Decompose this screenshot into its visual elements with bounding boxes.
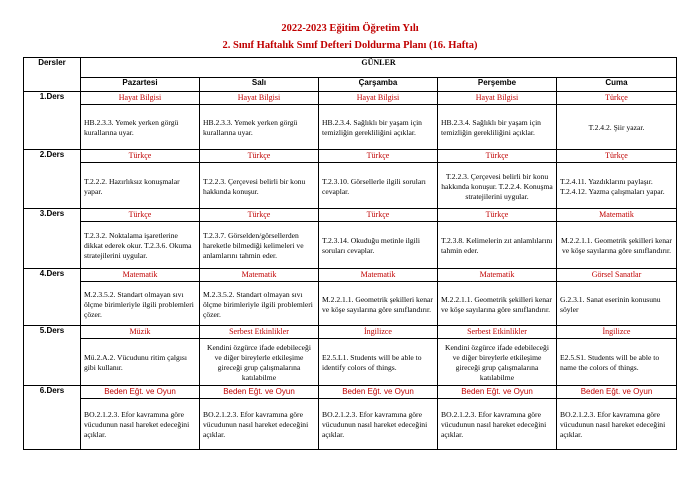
objective-text: BO.2.1.2.3. Efor kavramına göre vücudunun nasıl hareket edeceğini açıklar.	[322, 410, 428, 439]
objective-text: Kendini özgürce ifade edebileceği ve diğer bireylerle etkileşime gireceği grup çalışmalarına katılabilme	[207, 343, 311, 382]
plan-cell	[200, 269, 319, 326]
subject-label: Hayat Bilgisi	[319, 92, 437, 105]
objective-text: M.2.2.1.1. Geometrik şekilleri kenar ve köşe sayılarına göre sınıflandırır.	[561, 236, 672, 255]
plan-cell	[319, 326, 438, 386]
subject-label: Matematik	[319, 269, 437, 282]
objective-text: BO.2.1.2.3. Efor kavramına göre vücudunun nasıl hareket edeceğini açıklar.	[203, 410, 309, 439]
plan-cell	[438, 386, 557, 450]
subject-label: Beden Eğt. ve Oyun	[319, 386, 437, 399]
subject-label: Hayat Bilgisi	[81, 92, 199, 105]
subject-label: Serbest Etkinlikler	[200, 326, 318, 339]
lesson-row	[24, 209, 677, 269]
day-header: Pazartesi	[81, 78, 200, 92]
objective-text: G.2.3.1. Sanat eserinin konusunu söyler	[560, 294, 661, 314]
objective-text: E2.5.S1. Students will be able to name the colors of things.	[560, 353, 660, 372]
objective-text: T.2.4.11. Yazdıklarını paylaşır. T.2.4.12. Yazma çalışmaları yapar.	[560, 176, 665, 196]
subject-label: Görsel Sanatlar	[557, 269, 676, 282]
plan-cell	[81, 209, 200, 269]
subject-label: Türkçe	[200, 150, 318, 163]
plan-cell	[200, 92, 319, 150]
day-header: Perşembe	[438, 78, 557, 92]
plan-cell	[319, 269, 438, 326]
plan-cell	[438, 150, 557, 209]
lesson-label: 5.Ders	[24, 326, 81, 386]
plan-cell	[81, 326, 200, 386]
subject-label: Hayat Bilgisi	[438, 92, 556, 105]
plan-cell	[200, 326, 319, 386]
plan-cell	[557, 326, 677, 386]
plan-cell	[438, 326, 557, 386]
plan-cell	[200, 150, 319, 209]
subject-label: Türkçe	[319, 150, 437, 163]
objective-text: E2.5.L1. Students will be able to identify colors of things.	[322, 353, 422, 372]
objective-text: T.2.3.14. Okuduğu metinle ilgili soruları cevaplar.	[322, 236, 420, 255]
objective-text: HB.2.3.3. Yemek yerken görgü kurallarına uyar.	[84, 118, 179, 137]
subject-label: Türkçe	[200, 209, 318, 222]
subject-label: Beden Eğt. ve Oyun	[557, 386, 676, 399]
objective-text: M.2.3.5.2. Standart olmayan sıvı ölçme birimleriyle ilgili problemleri çözer.	[203, 289, 313, 319]
plan-cell	[557, 269, 677, 326]
plan-cell	[557, 209, 677, 269]
plan-cell	[557, 386, 677, 450]
lesson-label: 6.Ders	[24, 386, 81, 450]
lesson-row	[24, 150, 677, 209]
plan-cell	[81, 269, 200, 326]
subject-label: Matematik	[557, 209, 676, 222]
subject-label: Matematik	[438, 269, 556, 282]
subject-label: Beden Eğt. ve Oyun	[438, 386, 556, 399]
plan-cell	[319, 209, 438, 269]
objective-text: BO.2.1.2.3. Efor kavramına göre vücudunun nasıl hareket edeceğini açıklar.	[84, 410, 190, 439]
lesson-row	[24, 326, 677, 386]
subject-label: Türkçe	[557, 92, 676, 105]
objective-text: HB.2.3.3. Yemek yerken görgü kurallarına uyar.	[203, 118, 298, 137]
subject-label: Hayat Bilgisi	[200, 92, 318, 105]
subject-label: Türkçe	[81, 150, 199, 163]
plan-cell	[319, 386, 438, 450]
subject-label: Türkçe	[557, 150, 676, 163]
weekly-plan-table	[23, 57, 677, 450]
objective-text: T.2.2.3. Çerçevesi belirli bir konu hakkında konuşur. T.2.2.4. Konuşma stratejilerini uygular.	[441, 171, 553, 201]
lesson-row	[24, 269, 677, 326]
plan-cell	[81, 386, 200, 450]
document-subtitle: 2. Sınıf Haftalık Sınıf Defteri Doldurma Planı (16. Hafta)	[222, 40, 478, 51]
subject-label: İngilizce	[557, 326, 676, 339]
objective-text: M.2.2.1.1. Geometrik şekilleri kenar ve köşe sayılarına göre sınıflandırır.	[441, 294, 552, 314]
lesson-row	[24, 386, 677, 450]
lesson-label: 4.Ders	[24, 269, 81, 326]
subject-label: Türkçe	[438, 150, 556, 163]
document-title: 2022-2023 Eğitim Öğretim Yılı	[281, 23, 419, 34]
day-header: Cuma	[557, 78, 677, 92]
lesson-label: 2.Ders	[24, 150, 81, 209]
objective-text: T.2.2.3. Çerçevesi belirli bir konu hakkında konuşur.	[203, 176, 306, 196]
day-header: Salı	[200, 78, 319, 92]
subject-label: Türkçe	[438, 209, 556, 222]
subject-label: Matematik	[81, 269, 199, 282]
subject-label: Matematik	[200, 269, 318, 282]
objective-text: HB.2.3.4. Sağlıklı bir yaşam için temizliğin gerekliliğini açıklar.	[441, 118, 541, 137]
objective-text: Kendini özgürce ifade edebileceği ve diğer bireylerle etkileşime gireceği grup çalışmalarına katılabilme	[445, 343, 549, 382]
plan-cell	[438, 209, 557, 269]
plan-cell	[319, 150, 438, 209]
subject-label: Müzik	[81, 326, 199, 339]
objective-text: M.2.2.1.1. Geometrik şekilleri kenar ve köşe sayılarına göre sınıflandırır.	[322, 294, 433, 314]
objective-text: Mü.2.A.2. Vücudunu ritim çalgısı gibi kullanır.	[84, 353, 188, 372]
dersler-header: Dersler	[24, 58, 81, 92]
lesson-label: 3.Ders	[24, 209, 81, 269]
subject-label: İngilizce	[319, 326, 437, 339]
plan-cell	[81, 92, 200, 150]
objective-text: BO.2.1.2.3. Efor kavramına göre vücudunun nasıl hareket edeceğini açıklar.	[441, 410, 547, 439]
lesson-label: 1.Ders	[24, 92, 81, 150]
plan-cell	[319, 92, 438, 150]
plan-cell	[200, 209, 319, 269]
day-header: Çarşamba	[319, 78, 438, 92]
subject-label: Beden Eğt. ve Oyun	[200, 386, 318, 399]
plan-cell	[557, 92, 677, 150]
objective-text: T.2.2.2. Hazırlıksız konuşmalar yapar.	[84, 176, 180, 196]
plan-cell	[438, 269, 557, 326]
objective-text: T.2.3.8. Kelimelerin zıt anlamlılarını tahmin eder.	[441, 236, 553, 255]
objective-text: BO.2.1.2.3. Efor kavramına göre vücudunun nasıl hareket edeceğini açıklar.	[560, 410, 666, 439]
objective-text: HB.2.3.4. Sağlıklı bir yaşam için temizliğin gerekliliğini açıklar.	[322, 118, 422, 137]
objective-text: T.2.3.2. Noktalama işaretlerine dikkat ederek okur. T.2.3.6. Okuma stratejilerini uygular.	[84, 231, 192, 260]
lesson-row	[24, 92, 677, 150]
subject-label: Serbest Etkinlikler	[438, 326, 556, 339]
objective-text: T.2.4.2. Şiir yazar.	[588, 123, 645, 132]
plan-cell	[200, 386, 319, 450]
objective-text: T.2.3.7. Görselden/görsellerden hareketle bilmediği kelimeleri ve anlamlarını tahmin eder.	[203, 231, 304, 260]
plan-cell	[557, 150, 677, 209]
plan-cell	[438, 92, 557, 150]
gunler-header: GÜNLER	[81, 58, 677, 78]
subject-label: Türkçe	[81, 209, 199, 222]
objective-text: M.2.3.5.2. Standart olmayan sıvı ölçme birimleriyle ilgili problemleri çözer.	[84, 289, 194, 319]
subject-label: Beden Eğt. ve Oyun	[81, 386, 199, 399]
objective-text: T.2.3.10. Görsellerle ilgili soruları cevaplar.	[322, 176, 426, 196]
subject-label: Türkçe	[319, 209, 437, 222]
plan-cell	[81, 150, 200, 209]
